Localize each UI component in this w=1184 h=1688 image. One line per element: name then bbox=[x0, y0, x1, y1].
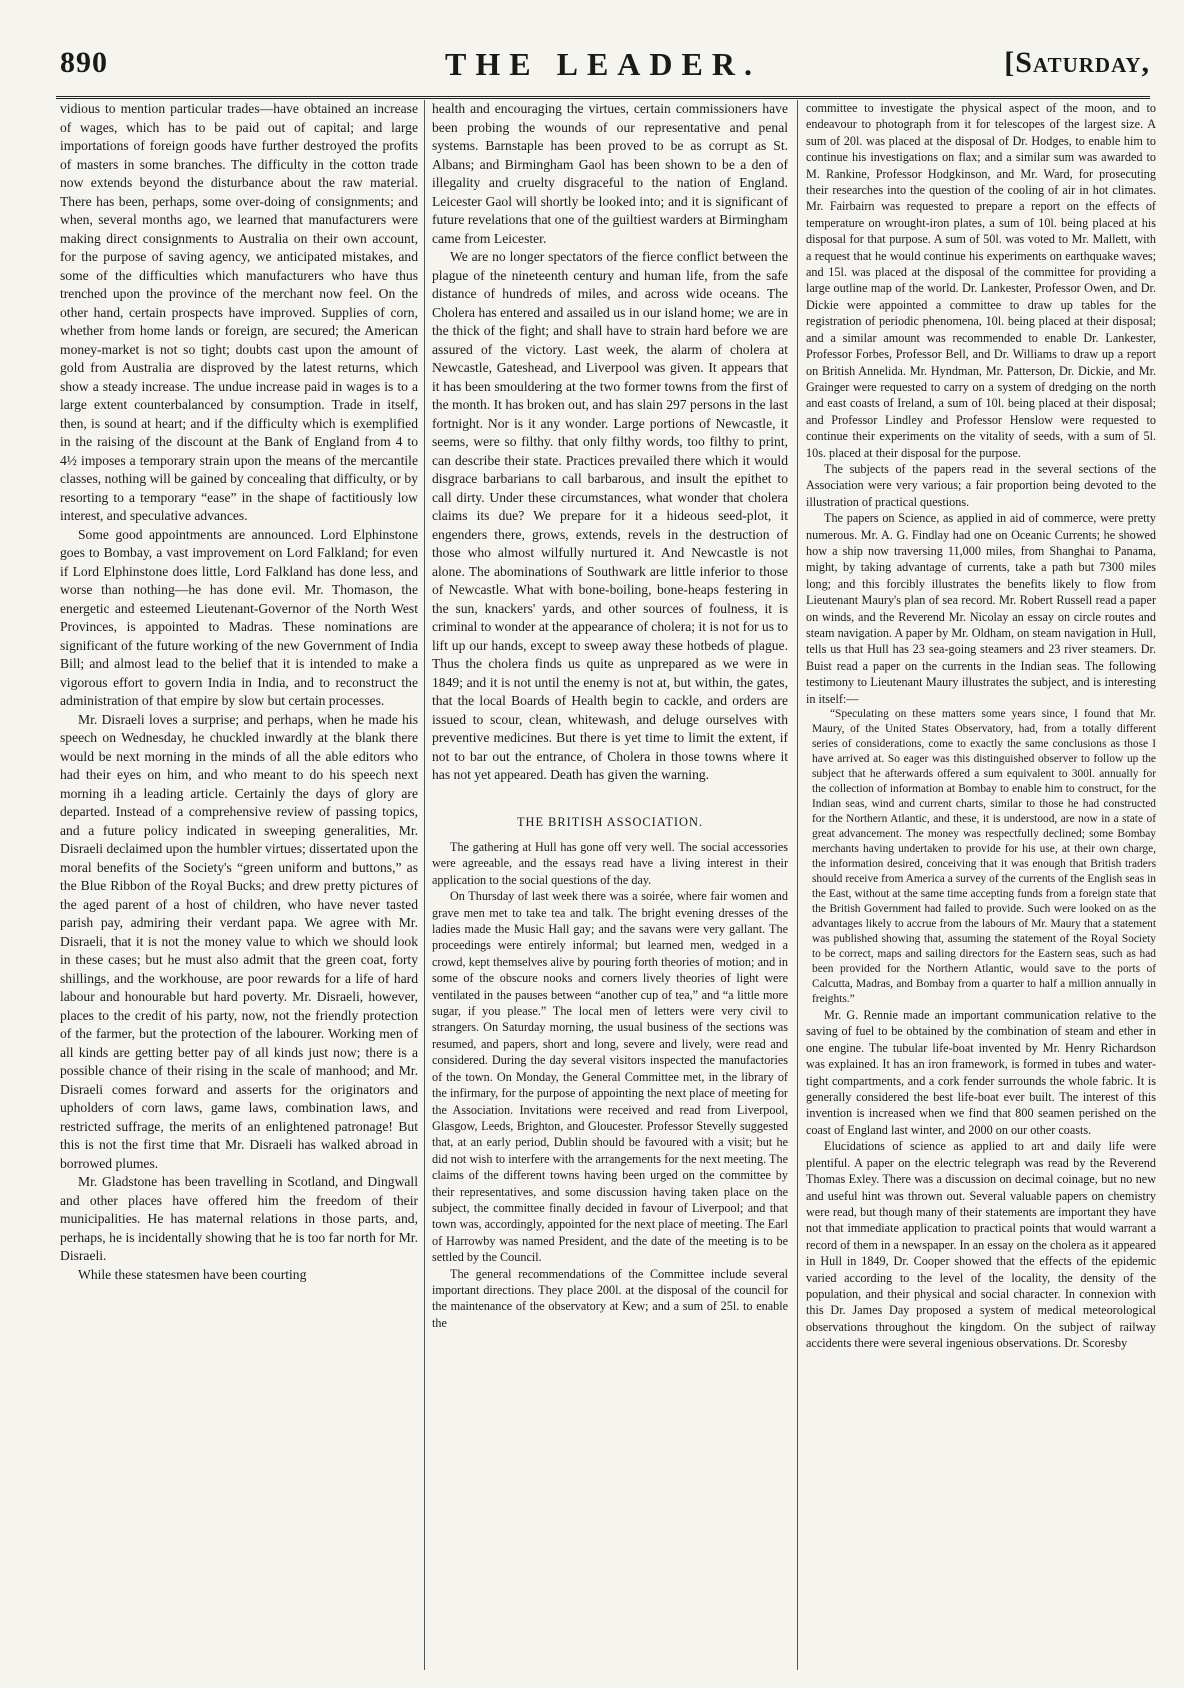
column-2 bbox=[432, 100, 788, 1670]
section-heading: THE BRITISH ASSOCIATION. bbox=[516, 814, 704, 829]
newspaper-title: THE LEADER. bbox=[445, 46, 761, 82]
page-header bbox=[56, 42, 1150, 99]
issue-day: [Saturday, bbox=[1004, 46, 1150, 79]
section-paragraph: On Thursday of last week there was a soirée, where fair women and grave men met to take tea and talk. The bright evening dresses of the ladies made the Music Hall gay; and the savans were very gallant. The proceedings were entirely informal; but learned men, wedged in a crowd, kept themselves alive by pouring forth theories of motion; and in some of the obscure nooks and corners lively theories of light were ventilated in the pauses between “another cup of tea,” and “a little more sugar, if you please.” The local men of letters were very civil to strangers. On Saturday morning, the usual business of the sections was resumed, and papers, short and long, severe and lively, were read and considered. During the day several visitors inspected the manufactories of the town. On Monday, the General Committee met, in the library of the infirmary, for the purpose of appointing the next place of meeting for the Association. Invitations were received and read from Liverpool, Glasgow, Leeds, Brighton, and Gloucester. Professor Stevelly suggested that, at an early period, Dublin should be favoured with a visit; but he did not wish to interfere with the arrangements for the next meeting. The claims of the different towns having been urged on the committee by their representatives, and some discussion having taken place on the subject, the committee finally decided in favour of Liverpool; and that town was, accordingly, appointed for the next place of meeting. The Earl of Harrowby was named President, and the date of the meeting is to be settled by the Council. bbox=[432, 889, 788, 1265]
article-paragraph: The subjects of the papers read in the several sections of the Association were very various; a fair proportion being devoted to the illustration of practical questions. bbox=[806, 461, 1156, 509]
article-paragraph: We are no longer spectators of the fierce conflict between the plague of the nineteenth century and human life, from the safe distance of hundreds of miles, and across wide oceans. The Cholera has entered and assailed us in our island home; we are in the thick of the fight; and shall have to strain hard before we are assured of the victory. Last week, the alarm of cholera at Newcastle, Gateshead, and Liverpool was given. It appears that it has been smouldering at the two former towns from the first of the month. It has broken out, and has slain 297 persons in the last fortnight. Nor is it any wonder. Large portions of Newcastle, it seems, were so filthy. that only filthy words, too filthy to print, can describe their state. Practices prevailed there which it would disgrace barbarians to call barbarous, and insult the epithet to call dirty. Under these circumstances, what wonder that cholera claims its due? We prepare for it a hideous seed-plot, it engenders there, grows, extends, revels in the destruction of those who almost wilfully nurtured it. And Newcastle is not alone. The abominations of Southwark are little inferior to those of Newcastle. What with bone-boiling, bone-heaps festering in the sun, knackers' yards, and other sources of foulness, it is criminal to wonder at the appearance of cholera; it is not for us to lift up our hands, except to sweep away these hotbeds of plague. Thus the cholera finds us quite as unprepared as we were in 1849; and it is not until the enemy is not at, but within, the gates, that the local Boards of Health begin to cackle, and orders are issued to scour, clean, whitewash, and deluge ourselves with preventive medicines. But there is yet time to limit the extent, if not to bar out the entrance, of Cholera in those towns where it has not yet appeared. Death has given the warning. bbox=[432, 249, 788, 782]
section-paragraph: The general recommendations of the Committee include several important directions. They place 200l. at the disposal of the council for the maintenance of the observatory at Kew; and a sum of 25l. to enable the bbox=[432, 1266, 788, 1330]
article-paragraph: Elucidations of science as applied to art and daily life were plentiful. A paper on the electric telegraph was read by the Reverend Thomas Exley. There was a discussion on decimal coinage, but no new and useful hint was thrown out. Several valuable papers on chemistry were read, but though many of their statements are important they have not that immediate application to practical points that would warrant a record of them in a newspaper. In an essay on the cholera as it appeared in Hull in 1849, Dr. Cooper showed that the effects of the epidemic varied according to the level of the locality, the density of the population, and their physical and social character. In connexion with this Dr. James Day proposed a system of medical meteorological observations throughout the kingdom. On the subject of railway accidents there were several ingenious observations. Dr. Scoresby bbox=[806, 1139, 1156, 1351]
article-paragraph: Mr. Gladstone has been travelling in Scotland, and Dingwall and other places have offered him the freedom of their municipalities. He has maternal relations in those parts, and, perhaps, he is incidentally showing that he is too far north for Mr. Disraeli. bbox=[60, 1174, 418, 1263]
article-paragraph: committee to investigate the physical aspect of the moon, and to endeavour to photograph from it for telescopes of the largest size. A sum of 20l. was placed at the disposal of Dr. Hodges, to enable him to continue his investigations on flax; and a similar sum was awarded to M. Rankine, Professor Hodgkinson, and Mr. Ward, for prosecuting their researches into the question of the cooling of air in hot climates. Mr. Fairbairn was requested to prepare a report on the effects of temperature on wrought-iron plates, a sum of 10l. being placed at his disposal for that purpose. A sum of 50l. was voted to Mr. Mallett, with a request that he would continue his experiments on earthquake waves; and 15l. was placed at the disposal of the committee for providing a large outline map of the world. Dr. Lankester, Professor Owen, and Dr. Dickie were appointed a committee to draw up tables for the registration of periodic phenomena, 10l. being placed at their disposal; and a similar amount was recommended to enable Dr. Lankester, Professor Forbes, Professor Bell, and Dr. Williams to draw up a report on British Annelida. Mr. Hyndman, Mr. Patterson, Dr. Dickie, and Mr. Grainger were requested to carry on a system of dredging on the north and east coasts of Ireland, a sum of 10l. being placed at their disposal; and Professor Lindley and Professor Henslow were requested to continue their experiments on the vitality of seeds, with a sum of 5l. 10s. placed at their disposal for the purpose. bbox=[806, 101, 1156, 460]
article-paragraph: vidious to mention particular trades—have obtained an increase of wages, which has to be paid out of capital; and large importations of foreign goods have further destroyed the profits of masters in some branches. The difficulty in the cotton trade now extends beyond the disturbance about the raw material. There has been, perhaps, some over-doing of consignments; and when, several months ago, we learned that manufacturers were making direct consignments to Australia on their own account, for the purpose of saving agency, we anticipated mistakes, and some of the difficulties which manufacturers who have thus trenched upon the province of the merchant now feel. On the other hand, certain prospects have improved. Supplies of corn, whether from home lands or foreign, are secured; the American money-market is not so tight; doubts cast upon the amount of gold from Australia are disproved by the latest returns, which show a steady increase. The undue increase paid in wages is to a large extent counterbalanced by consumption. Trade in itself, then, is sound at heart; and if the difficulty which is exemplified in the raising of the discount at the Bank of England from 4 to 4½ imposes a temporary strain upon the means of the mercantile classes, nothing will be gained by concealing that difficulty, or by resorting to a temporary “ease” in the shape of factitiously low interest, and speculative advances. bbox=[60, 101, 418, 523]
section-paragraph: The gathering at Hull has gone off very well. The social accessories were agreeable, and the essays read have a living interest in their application to the social questions of the day. bbox=[432, 840, 788, 887]
article-paragraph: health and encouraging the virtues, certain commissioners have been probing the wounds of our representative and penal systems. Barnstaple has been proved to be as corrupt as St. Albans; and Birmingham Gaol has been shown to be a den of illegality and cruelty disgraceful to the nation of England. Leicester Gaol will shortly be looked into; and it is significant of future revelations that one of the guiltiest warders at Birmingham came from Leicester. bbox=[432, 101, 788, 246]
quoted-testimony: “Speculating on these matters some years since, I found that Mr. Maury, of the United States Observatory, had, from a totally different series of considerations, come to exactly the same conclusions as those I have arrived at. So eager was this distinguished observer to follow up the subject that he afterwards offered a sum equivalent to 300l. annually for the collection of information at Bombay to enable him to construct, for the Indian seas, wind and current charts, similar to those he had constructed for the Northern Atlantic, and these, it is understood, are now in a state of great advancement. The money was respectfully declined; some Bombay merchants having undertaken to provide for his use, at their own charge, the information desired, conceiving that it was enough that British traders should receive from America a survey of the currents of the English seas in the East, without at the same time accepting funds from a foreign state that the British Government had failed to provide. Such were looked on as the advantages likely to accrue from the labours of Mr. Maury that a statement was published showing that, assuming the statement of the Royal Society to be correct, maps and sailing directors for the Eastern seas, such as had been provided for the Northern Atlantic, would save to the ports of Calcutta, Madras, and Bombay from a quarter to half a million annually in freights.” bbox=[812, 708, 1156, 1006]
column-3 bbox=[806, 100, 1156, 1670]
article-paragraph: While these statesmen have been courting bbox=[78, 1266, 307, 1282]
page-number: 890 bbox=[60, 46, 108, 79]
article-paragraph: Mr. Disraeli loves a surprise; and perhaps, when he made his speech on Wednesday, he chuckled inwardly at the blank there would be next morning in the minds of all the able editors who had their eyes on him, and who meant to do his speech next morning ih a leading article. Certainly the days of glory are departed. Instead of a comprehensive review of passing topics, and a future policy indicated in sweeping generalities, Mr. Disraeli declaimed upon the humbler virtues; dissertated upon the moral benefits of the Society's “green uniform and buttons,” as the Blue Ribbon of the Royal Bucks; and drew pretty pictures of the aged parent of a host of children, who have never tasted parish pay, admiring their verdant papa. We agree with Mr. Disraeli, that it is not the money value to which we should look in these cases; but he must also admit that the green coat, forty shillings, and the workhouse, are poor rewards for a life of hard labour and honourable but hard poverty. Mr. Disraeli, however, places to the credit of his party, now, not the friendly protection of the farmer, but the protection of the labourer. Working men of all kinds are getting better pay of all kinds just now; there is a possible chance of their rising in the scale of manhood; and Mr. Disraeli comes forward and asserts for the originators and upholders of corn laws, game laws, combination laws, and restricted suffrage, the merits of an enlightened patronage! But this is not the first time that Mr. Disraeli has walked abroad in borrowed plumes. bbox=[60, 711, 418, 1171]
column-divider bbox=[424, 100, 425, 1670]
column-divider bbox=[797, 100, 798, 1670]
article-paragraph: The papers on Science, as applied in aid of commerce, were pretty numerous. Mr. A. G. Findlay had one on Oceanic Currents; he showed how a ship now traversing 11,000 miles, from Shanghai to Panama, might, by taking advantage of currents, take a path but 7300 miles long; and this forcibly illustrates the benefits likely to flow from Lieutenant Maury's plan of sea record. Mr. Robert Russell read a paper on winds, and the Reverend Mr. Nicolay an essay on circle routes and steam navigation. A paper by Mr. Oldham, on steam navigation in Hull, tells us that Hull has 23 sea-going steamers and 23 river steamers. Dr. Buist read a paper on the currents in the Indian seas. The following testimony to Lieutenant Maury illustrates the subject, and is interesting in itself:— bbox=[806, 511, 1156, 706]
article-paragraph: Mr. G. Rennie made an important communication relative to the saving of fuel to be obtained by the combination of steam and ether in one engine. The tubular life-boat invented by Mr. Henry Richardson was explained. It has an iron framework, is formed in tubes and water-tight compartments, and a cork fender surrounds the whole fabric. It is generally considered the best life-boat ever built. The interest of this invention is increased when we find that 800 seamen perished on the coast of England last winter, and 2000 on our other coasts. bbox=[806, 1008, 1156, 1137]
column-1 bbox=[60, 100, 418, 1670]
article-paragraph: Some good appointments are announced. Lord Elphinstone goes to Bombay, a vast improvement on Lord Falkland; for even if Lord Elphinstone does little, Lord Falkland has done less, and worse than nothing—he has done evil. Mr. Thomason, the energetic and esteemed Lieutenant-Governor of the North West Provinces, is appointed to Madras. These nominations are significant of the future working of the new Government of India Bill; and almost lead to the belief that it is intended to make a vigorous effort to govern India in India, and to reconstruct the administration of that empire by slow but certain processes. bbox=[60, 526, 418, 708]
